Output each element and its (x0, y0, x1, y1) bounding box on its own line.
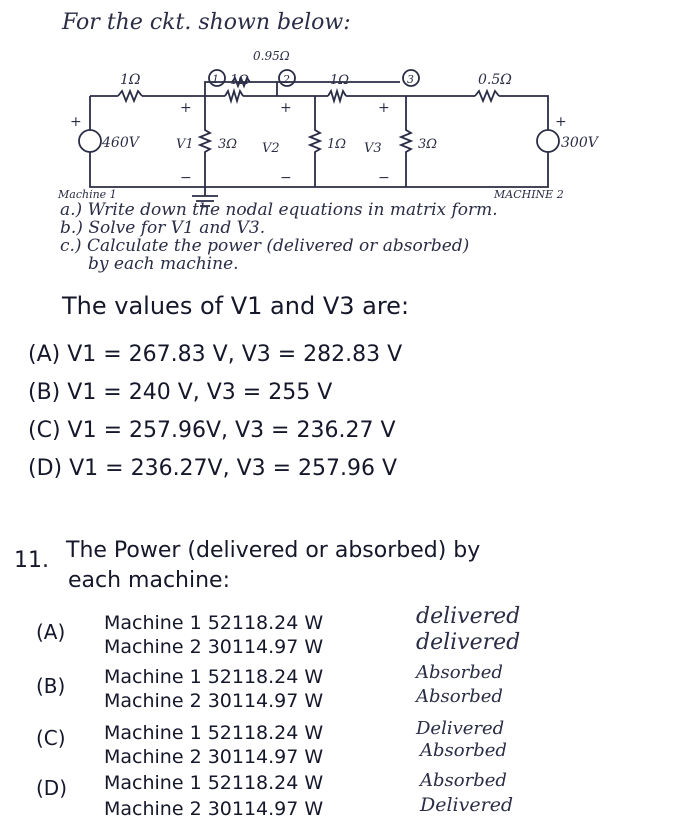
q1-option-a-letter: (A) (28, 342, 61, 367)
r-shunt1-label: 3Ω (218, 137, 238, 152)
intro-text: For the ckt. shown below: (62, 10, 351, 35)
v1-label: V1 (176, 137, 194, 152)
r-shunt3-label: 3Ω (418, 137, 438, 152)
question-b-letter: b.) (60, 218, 83, 238)
q1-option-c-text: V1 = 257.96V, V3 = 236.27 V (67, 418, 396, 443)
q2-option-b-m1-status: Absorbed (416, 662, 503, 683)
v2-label: V2 (262, 141, 280, 156)
question-c-text: Calculate the power (delivered or absorbed) (86, 236, 470, 256)
question-c-cont (88, 254, 239, 274)
plus-src2: + (555, 114, 567, 130)
minus-v1: − (180, 170, 192, 186)
q2-option-a-m1: Machine 1 52118.24 W (104, 612, 324, 634)
q2-option-a-m2: Machine 2 30114.97 W (104, 636, 324, 658)
node3-marker: 3 (407, 73, 414, 86)
q2-option-c[interactable] (36, 718, 676, 772)
q2-option-d-m2: Machine 2 30114.97 W (104, 798, 324, 820)
r-src2-label: 0.5Ω (478, 72, 512, 88)
plus-v1: + (180, 100, 192, 116)
q1-option-b-text: V1 = 240 V, V3 = 255 V (67, 380, 333, 405)
q2-option-d-m2-status: Delivered (420, 794, 514, 816)
plus-src1: + (70, 114, 82, 130)
minus-v3: − (378, 170, 390, 186)
q1-option-d-text: V1 = 236.27V, V3 = 257.96 V (69, 456, 398, 481)
q2-option-c-m1-status: Delivered (416, 718, 505, 739)
machine1-label: Machine 1 (58, 188, 117, 201)
r-shunt2-label: 1Ω (327, 137, 347, 152)
q1-option-d[interactable] (28, 456, 397, 481)
q2-option-c-m2: Machine 2 30114.97 W (104, 746, 324, 768)
q1-option-b[interactable] (28, 380, 332, 405)
question-a-text: Write down the nodal equations in matrix form. (87, 200, 498, 220)
q1-option-c[interactable] (28, 418, 396, 443)
q2-option-b-m1: Machine 1 52118.24 W (104, 666, 324, 688)
q2-option-b-m2: Machine 2 30114.97 W (104, 690, 324, 712)
q2-prompt-line1: The Power (delivered or absorbed) by (66, 538, 481, 563)
q1-option-c-letter: (C) (28, 418, 61, 443)
r-src1-label: 1Ω (120, 72, 141, 88)
source1-value: 460V (102, 135, 139, 151)
question-b (60, 218, 265, 238)
q2-option-a-letter: (A) (36, 620, 66, 644)
q1-option-b-letter: (B) (28, 380, 61, 405)
plus-v3: + (378, 100, 390, 116)
r-mid1-label: 1Ω (230, 73, 250, 88)
q2-option-b[interactable] (36, 662, 676, 716)
question-c-letter: c.) (60, 236, 82, 256)
q2-option-b-m2-status: Absorbed (416, 686, 503, 707)
node2-marker: 2 (283, 73, 290, 86)
question-a (60, 200, 498, 220)
q1-option-d-letter: (D) (28, 456, 63, 481)
q2-option-b-letter: (B) (36, 674, 66, 698)
question-c (60, 236, 469, 256)
q2-option-d[interactable] (36, 772, 676, 828)
q2-option-a[interactable] (36, 604, 676, 662)
v3-label: V3 (364, 141, 382, 156)
q2-option-d-m1-status: Absorbed (420, 770, 507, 791)
machine2-label: MACHINE 2 (494, 188, 564, 201)
r-mid2-label: 1Ω (330, 73, 350, 88)
q2-option-d-m1: Machine 1 52118.24 W (104, 772, 324, 794)
q1-option-a-text: V1 = 267.83 V, V3 = 282.83 V (67, 342, 403, 367)
question-a-letter: a.) (60, 200, 83, 220)
q2-option-d-letter: (D) (36, 776, 68, 800)
q2-option-a-m2-status: delivered (416, 630, 521, 655)
q1-option-a[interactable] (28, 342, 402, 367)
node1-marker: 1 (212, 73, 219, 86)
plus-v2: + (280, 100, 292, 116)
minus-v2: − (280, 170, 292, 186)
q2-number: 11. (14, 548, 49, 573)
question-b-text: Solve for V1 and V3. (88, 218, 266, 238)
q2-option-a-m1-status: delivered (416, 604, 521, 629)
question-c-cont-text: by each machine. (88, 254, 239, 274)
q2-option-c-letter: (C) (36, 726, 66, 750)
q2-option-c-m2-status: Absorbed (420, 740, 507, 761)
q2-option-c-m1: Machine 1 52118.24 W (104, 722, 324, 744)
r-top-label: 0.95Ω (253, 49, 290, 63)
source2-value: 300V (561, 135, 598, 151)
q1-prompt: The values of V1 and V3 are: (62, 292, 410, 320)
q2-prompt-line2: each machine: (68, 568, 231, 593)
